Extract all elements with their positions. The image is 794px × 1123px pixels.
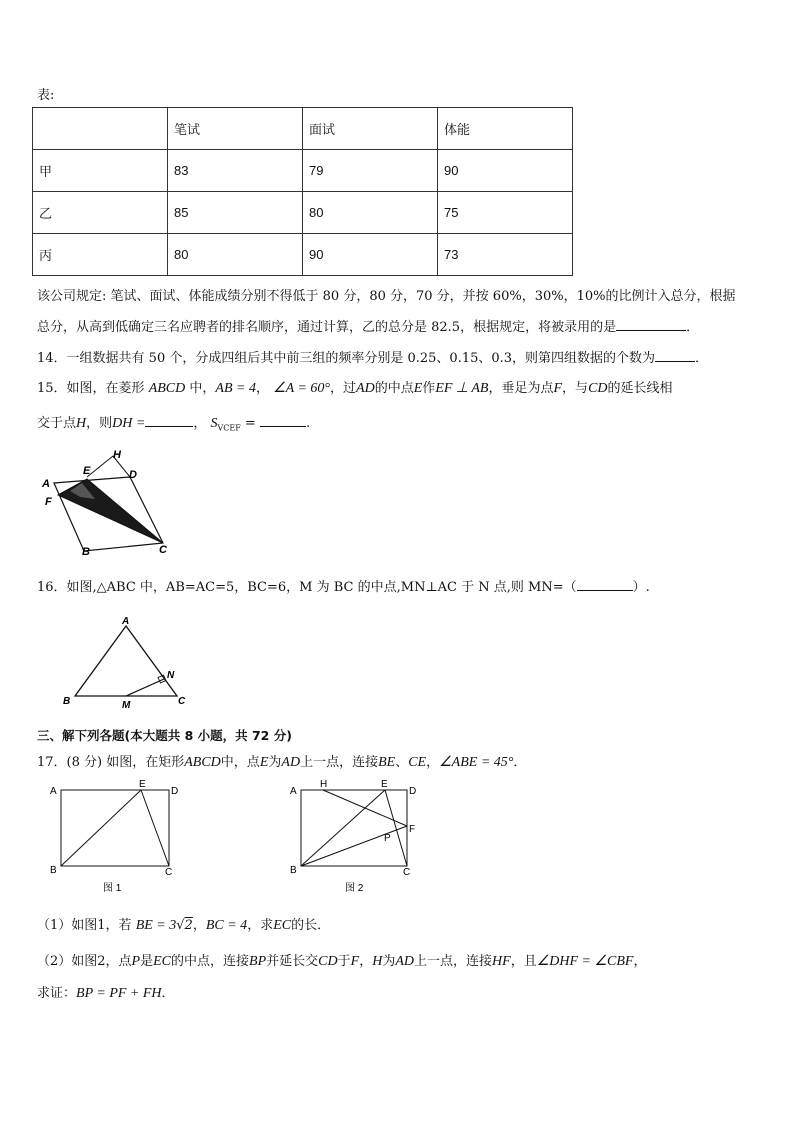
segment-ce bbox=[141, 790, 169, 866]
q17-math: ABCD bbox=[184, 755, 221, 770]
q15-math: ∠A = 60° bbox=[273, 381, 331, 396]
question-15-line2: 交于点H，则DH = ， $S_{VCEF}$ = . bbox=[37, 416, 311, 433]
table-header-cell: 笔试 bbox=[168, 108, 303, 150]
table-cell: 90 bbox=[303, 234, 438, 276]
question-14: 14．一组数据共有 50 个，分成四组后其中前三组的频率分别是 0.25、0.15、0.3，则第四组数据的个数为 ． bbox=[37, 351, 709, 366]
q13-rule-line1: 该公司规定: 笔试、面试、体能成绩分别不得低于 80 分，80 分，70 分，并按 60%，30%，10%的比例计入总分，根据 bbox=[37, 289, 736, 304]
point-label-b: B bbox=[63, 696, 71, 707]
q15-area-symbol: S bbox=[210, 416, 218, 431]
point-label-d: D bbox=[409, 786, 417, 797]
segment-be bbox=[301, 790, 385, 866]
segment-hf bbox=[323, 790, 407, 826]
table-cell: 80 bbox=[303, 192, 438, 234]
question-17-stem bbox=[37, 751, 526, 771]
triangle-figure bbox=[60, 612, 195, 710]
q17-math: ∠ABE = 45° bbox=[439, 755, 514, 770]
q15-text: 的延长线相 bbox=[607, 381, 673, 396]
q15-text: 作 bbox=[422, 381, 436, 396]
q17-text: 的中点，连接 bbox=[171, 954, 250, 969]
question-15-line1: 15．如图，在菱形 ABCD 中，AB = 4， ∠A = 60°，过AD的中点E作EF ⊥ AB，垂足为点F，与CD的延长线相 bbox=[37, 381, 673, 396]
table-cell: 79 bbox=[303, 150, 438, 192]
point-label-e: E bbox=[139, 780, 146, 790]
q15-text: 交于点 bbox=[37, 416, 77, 431]
q17-text: 于 bbox=[337, 954, 351, 969]
q17-text: ， bbox=[359, 954, 373, 969]
q17-math: BE bbox=[378, 755, 396, 770]
q17-text: 、 bbox=[395, 755, 409, 770]
q15-text: ，与 bbox=[562, 381, 589, 396]
q17-text: ，求 bbox=[247, 918, 274, 933]
table-cell: 90 bbox=[438, 150, 573, 192]
table-cell: 80 bbox=[168, 234, 303, 276]
q17-math: HF bbox=[492, 954, 511, 969]
q15-text: ，过 bbox=[330, 381, 357, 396]
q17-text: 求证： bbox=[37, 986, 77, 1001]
q17-math: BP bbox=[249, 954, 267, 969]
table-intro-label: 表: bbox=[37, 88, 55, 103]
figure-2-caption: 图 2 bbox=[345, 883, 364, 894]
table-header-cell bbox=[33, 108, 168, 150]
rectangle-figure-1 bbox=[45, 780, 190, 895]
point-label-b: B bbox=[50, 865, 57, 876]
table-cell: 甲 bbox=[33, 150, 168, 192]
question-17-prove bbox=[37, 982, 175, 1002]
q13-rule-line2: 总分，从高到低确定三名应聘者的排名顺序，通过计算，乙的总分是 82.5，根据规定，将被录用的是 ． bbox=[37, 320, 700, 335]
rectangle-figure-2 bbox=[285, 780, 430, 895]
q17-math: 2 bbox=[184, 918, 193, 933]
q15-math: E bbox=[413, 381, 423, 396]
table-header-cell: 面试 bbox=[303, 108, 438, 150]
q15-math: H bbox=[76, 416, 87, 431]
point-label-a: A bbox=[50, 786, 57, 797]
table-cell: 85 bbox=[168, 192, 303, 234]
q15-text: = bbox=[240, 416, 256, 431]
answer-blank bbox=[655, 349, 695, 362]
sqrt-symbol: √ bbox=[176, 918, 185, 933]
table-cell: 丙 bbox=[33, 234, 168, 276]
segment-ce bbox=[385, 790, 407, 866]
q15-math: EF ⊥ AB bbox=[435, 381, 489, 396]
point-label-h: H bbox=[320, 780, 328, 790]
q17-text: 是 bbox=[140, 954, 154, 969]
section-3-title: 三、解下列各题(本大题共 8 小题，共 72 分) bbox=[37, 728, 292, 743]
question-16 bbox=[37, 576, 650, 595]
answer-blank bbox=[577, 578, 633, 591]
q14-text: 14．一组数据共有 50 个，分成四组后其中前三组的频率分别是 0.25、0.15、0.3，则第四组数据的个数为 bbox=[37, 351, 656, 366]
q15-text: ，则 bbox=[86, 416, 113, 431]
rhombus-figure bbox=[40, 447, 180, 557]
question-17-part-1 bbox=[37, 914, 330, 934]
segment-bf bbox=[301, 826, 407, 866]
point-label-m: M bbox=[122, 700, 131, 710]
q17-math: ∠DHF = ∠CBF bbox=[536, 954, 634, 969]
answer-blank bbox=[260, 414, 306, 427]
q15-math: DH = bbox=[112, 416, 146, 431]
q17-text: 上一点，连接 bbox=[414, 954, 493, 969]
q15-area-subscript: VCEF bbox=[217, 423, 241, 433]
point-label-p: P bbox=[384, 833, 391, 844]
q17-text: ， bbox=[426, 755, 440, 770]
rectangle-abcd bbox=[301, 790, 407, 866]
segment-be bbox=[61, 790, 141, 866]
q17-text: 为 bbox=[268, 755, 282, 770]
q17-math: H bbox=[372, 954, 383, 969]
point-label-e: E bbox=[381, 780, 388, 790]
q17-text: ． bbox=[161, 986, 175, 1001]
point-label-d: D bbox=[171, 786, 179, 797]
triangle-abc bbox=[75, 626, 177, 696]
q17-math: AD bbox=[281, 755, 301, 770]
answer-blank bbox=[616, 318, 686, 331]
point-label-e: E bbox=[83, 465, 91, 477]
q17-text: ， bbox=[633, 954, 647, 969]
table-header-cell: 体能 bbox=[438, 108, 573, 150]
q17-text: 上一点，连接 bbox=[300, 755, 379, 770]
q15-text: 如图，在菱形 bbox=[66, 381, 145, 396]
q15-math: AB = 4 bbox=[215, 381, 256, 396]
point-label-c: C bbox=[178, 696, 186, 707]
q15-math: ABCD bbox=[148, 381, 186, 396]
q17-math: CD bbox=[318, 954, 338, 969]
figure-1-caption: 图 1 bbox=[103, 883, 122, 894]
line-eh bbox=[87, 456, 113, 477]
point-label-b: B bbox=[82, 546, 90, 557]
q15-text: 中， bbox=[189, 381, 216, 396]
q17-math: F bbox=[350, 954, 360, 969]
q17-math: EC bbox=[153, 954, 172, 969]
q17-math: BP = PF + FH bbox=[76, 986, 162, 1001]
q17-text: ， bbox=[192, 918, 206, 933]
q17-text: 的长． bbox=[291, 918, 331, 933]
q13-rule-line2-text: 总分，从高到低确定三名应聘者的排名顺序，通过计算，乙的总分是 82.5，根据规定，将被录用的是 bbox=[37, 320, 617, 335]
table-row bbox=[33, 192, 573, 234]
rectangle-abcd bbox=[61, 790, 169, 866]
point-label-a: A bbox=[122, 616, 130, 627]
q17-math: BE = 3 bbox=[135, 918, 177, 933]
q17-math: E bbox=[259, 755, 269, 770]
q17-text: 中，点 bbox=[220, 755, 260, 770]
q15-math: CD bbox=[588, 381, 608, 396]
point-label-n: N bbox=[167, 670, 175, 681]
q15-math: F bbox=[553, 381, 563, 396]
point-label-b: B bbox=[290, 865, 297, 876]
q15-text: 的中点 bbox=[374, 381, 414, 396]
q17-text: ． bbox=[513, 755, 527, 770]
q16-text: 16．如图,△ABC 中，AB=AC=5，BC=6，M 为 BC 的中点,MN⊥AC 于 N 点,则 MN=（ bbox=[37, 580, 577, 595]
q15-text: ，垂足为点 bbox=[488, 381, 554, 396]
table-cell: 83 bbox=[168, 150, 303, 192]
table-row bbox=[33, 150, 573, 192]
table-row bbox=[33, 234, 573, 276]
table-cell: 乙 bbox=[33, 192, 168, 234]
q17-math: EC bbox=[273, 918, 292, 933]
point-label-f: F bbox=[409, 824, 416, 835]
q17-math: P bbox=[131, 954, 141, 969]
point-label-f: F bbox=[45, 496, 52, 508]
table-cell: 73 bbox=[438, 234, 573, 276]
segment-mn bbox=[126, 679, 164, 696]
q17-text: ，且 bbox=[510, 954, 537, 969]
q17-text: （1）如图1，若 bbox=[37, 918, 132, 933]
point-label-a: A bbox=[42, 478, 50, 490]
q17-math: AD bbox=[395, 954, 415, 969]
answer-blank bbox=[145, 414, 193, 427]
q17-text: 为 bbox=[382, 954, 396, 969]
table-header-row bbox=[33, 108, 573, 150]
q17-math: CE bbox=[408, 755, 427, 770]
q17-text: 并延长交 bbox=[266, 954, 319, 969]
point-label-a: A bbox=[290, 786, 297, 797]
q17-text: （2）如图2，点 bbox=[37, 954, 132, 969]
q16-suffix: ）. bbox=[632, 580, 650, 595]
question-17-part-2 bbox=[37, 950, 647, 970]
point-label-c: C bbox=[159, 544, 167, 556]
table-cell: 75 bbox=[438, 192, 573, 234]
point-label-h: H bbox=[113, 449, 121, 461]
q17-math: BC = 4 bbox=[205, 918, 248, 933]
q15-math: AD bbox=[356, 381, 375, 396]
point-label-c: C bbox=[165, 867, 173, 878]
point-label-c: C bbox=[403, 867, 411, 878]
score-table bbox=[32, 107, 573, 276]
point-label-d: D bbox=[129, 469, 137, 481]
q17-text: 17．(8 分) 如图，在矩形 bbox=[37, 755, 185, 770]
q15-number: 15． bbox=[37, 381, 67, 396]
